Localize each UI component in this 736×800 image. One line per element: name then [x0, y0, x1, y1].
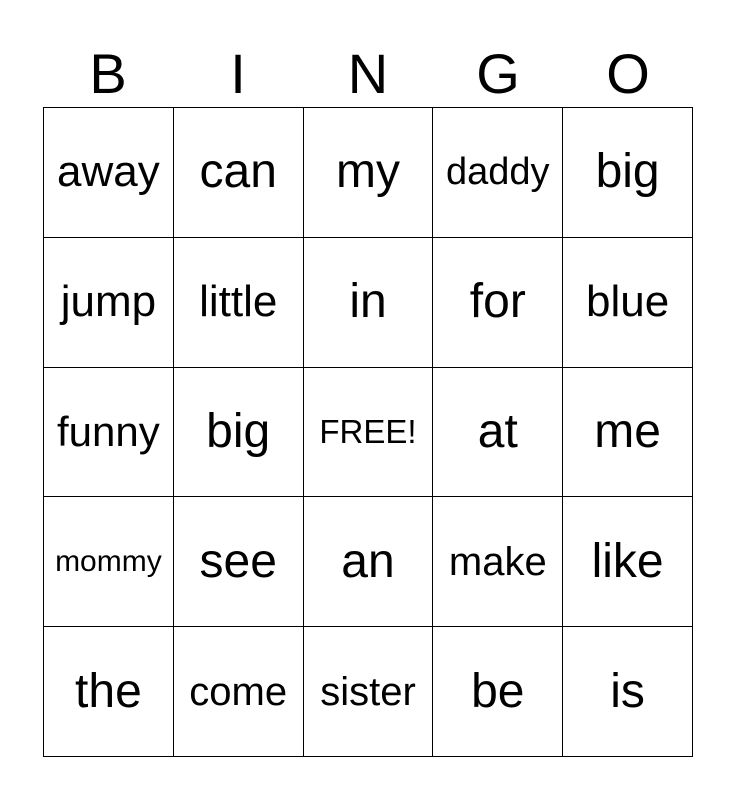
- bingo-cell-r2-c3[interactable]: in: [304, 238, 434, 368]
- bingo-cell-r1-c4[interactable]: daddy: [433, 108, 563, 238]
- bingo-cell-r2-c5[interactable]: blue: [563, 238, 693, 368]
- bingo-cell-r1-c3[interactable]: my: [304, 108, 434, 238]
- bingo-header: [43, 40, 693, 108]
- header-letter-o: O: [606, 42, 650, 105]
- bingo-cell-r1-c5[interactable]: big: [563, 108, 693, 238]
- bingo-cell-r2-c2[interactable]: little: [174, 238, 304, 368]
- bingo-cell-r5-c2[interactable]: come: [174, 627, 304, 757]
- bingo-cell-r4-c2[interactable]: see: [174, 497, 304, 627]
- bingo-cell-r4-c4[interactable]: make: [433, 497, 563, 627]
- bingo-cell-r4-c1[interactable]: mommy: [44, 497, 174, 627]
- bingo-cell-r5-c3[interactable]: sister: [304, 627, 434, 757]
- bingo-cell-r5-c1[interactable]: the: [44, 627, 174, 757]
- bingo-cell-r5-c4[interactable]: be: [433, 627, 563, 757]
- bingo-cell-r3-c5[interactable]: me: [563, 368, 693, 498]
- header-letter-i: I: [230, 42, 246, 105]
- bingo-board: [43, 107, 693, 757]
- bingo-cell-r4-c3[interactable]: an: [304, 497, 434, 627]
- bingo-cell-r3-c2[interactable]: big: [174, 368, 304, 498]
- bingo-cell-r4-c5[interactable]: like: [563, 497, 693, 627]
- bingo-cell-r5-c5[interactable]: is: [563, 627, 693, 757]
- header-letter-n: N: [347, 42, 389, 105]
- bingo-cell-r3-c4[interactable]: at: [433, 368, 563, 498]
- bingo-cell-r1-c2[interactable]: can: [174, 108, 304, 238]
- bingo-cell-r2-c4[interactable]: for: [433, 238, 563, 368]
- bingo-cell-r2-c1[interactable]: jump: [44, 238, 174, 368]
- bingo-cell-r1-c1[interactable]: away: [44, 108, 174, 238]
- free-space-cell[interactable]: FREE!: [304, 368, 434, 498]
- header-letter-b: B: [89, 42, 127, 105]
- bingo-cell-r3-c1[interactable]: funny: [44, 368, 174, 498]
- header-letter-g: G: [476, 42, 520, 105]
